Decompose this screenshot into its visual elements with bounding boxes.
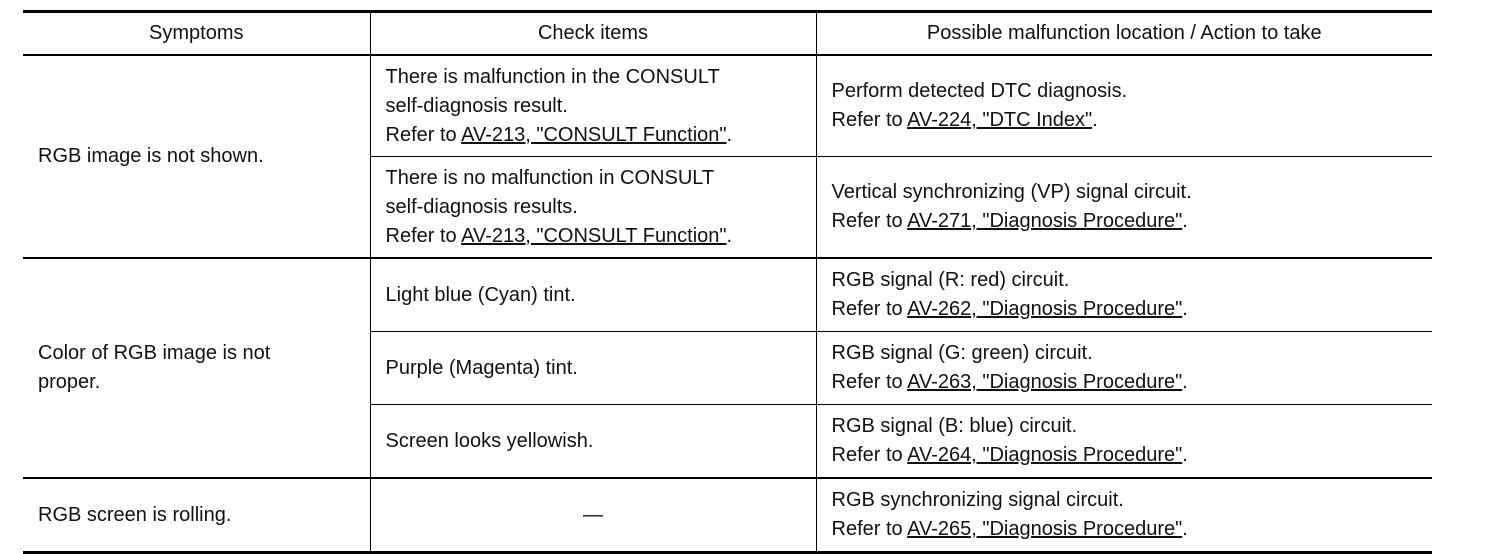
diagnosis-table — [23, 10, 1432, 554]
refer-to-label: Refer to — [385, 123, 462, 146]
check-cell — [370, 258, 816, 332]
header-symptoms: Symptoms — [23, 12, 370, 56]
reference-link[interactable]: AV-264, "Diagnosis Procedure" — [907, 444, 1183, 466]
header-check-items: Check items — [370, 12, 816, 56]
ref-suffix: . — [726, 123, 733, 146]
action-cell — [816, 157, 1432, 259]
action-text: Perform detected DTC diagnosis. — [831, 80, 1128, 102]
reference-link[interactable]: AV-262, "Diagnosis Procedure" — [907, 298, 1183, 320]
action-text: RGB signal (G: green) circuit. — [831, 342, 1093, 364]
symptom-text: Color of RGB image is not — [38, 342, 271, 364]
reference-link[interactable]: AV-263, "Diagnosis Procedure" — [907, 371, 1183, 393]
table-row — [23, 478, 1432, 553]
check-text: — — [583, 503, 603, 526]
check-text: self-diagnosis results. — [385, 195, 578, 218]
symptom-text: proper. — [38, 371, 101, 393]
reference-link[interactable]: AV-213, "CONSULT Function" — [461, 123, 727, 146]
header-action: Possible malfunction location / Action to take — [816, 12, 1432, 56]
reference-link[interactable]: AV-265, "Diagnosis Procedure" — [907, 518, 1183, 540]
symptom-text: RGB screen is rolling. — [38, 503, 232, 526]
action-text: RGB signal (R: red) circuit. — [831, 269, 1070, 291]
ref-suffix: . — [1182, 518, 1188, 540]
refer-to-label: Refer to — [831, 444, 908, 466]
action-cell — [816, 332, 1432, 405]
action-text: RGB synchronizing signal circuit. — [831, 489, 1124, 511]
refer-to-label: Refer to — [385, 224, 462, 247]
check-text: Screen looks yellowish. — [385, 429, 594, 452]
ref-suffix: . — [1182, 210, 1188, 232]
check-text: self-diagnosis result. — [385, 94, 568, 117]
check-cell — [370, 55, 816, 157]
ref-suffix: . — [1182, 371, 1188, 393]
symptom-cell — [23, 478, 370, 553]
check-text: There is malfunction in the CONSULT — [385, 65, 720, 88]
ref-suffix: . — [726, 224, 733, 247]
action-cell — [816, 405, 1432, 479]
refer-to-label: Refer to — [831, 518, 908, 540]
action-cell — [816, 55, 1432, 157]
action-cell — [816, 478, 1432, 553]
check-cell — [370, 405, 816, 479]
check-cell — [370, 478, 816, 553]
action-text: Vertical synchronizing (VP) signal circuit. — [831, 181, 1192, 203]
refer-to-label: Refer to — [831, 109, 908, 131]
symptom-cell — [23, 55, 370, 258]
ref-suffix: . — [1182, 444, 1188, 466]
check-cell — [370, 157, 816, 259]
symptom-cell — [23, 258, 370, 478]
reference-link[interactable]: AV-271, "Diagnosis Procedure" — [907, 210, 1183, 232]
check-text: There is no malfunction in CONSULT — [385, 166, 715, 189]
reference-link[interactable]: AV-224, "DTC Index" — [907, 109, 1093, 131]
refer-to-label: Refer to — [831, 371, 908, 393]
refer-to-label: Refer to — [831, 298, 908, 320]
refer-to-label: Refer to — [831, 210, 908, 232]
check-text: Purple (Magenta) tint. — [385, 356, 578, 379]
check-text: Light blue (Cyan) tint. — [385, 283, 576, 306]
reference-link[interactable]: AV-213, "CONSULT Function" — [461, 224, 727, 247]
symptom-text: RGB image is not shown. — [38, 145, 264, 167]
ref-suffix: . — [1182, 298, 1188, 320]
action-text: RGB signal (B: blue) circuit. — [831, 415, 1078, 437]
table-row — [23, 55, 1432, 157]
action-cell — [816, 258, 1432, 332]
table-row — [23, 258, 1432, 332]
table-header-row — [23, 12, 1432, 56]
check-cell — [370, 332, 816, 405]
ref-suffix: . — [1092, 109, 1098, 131]
